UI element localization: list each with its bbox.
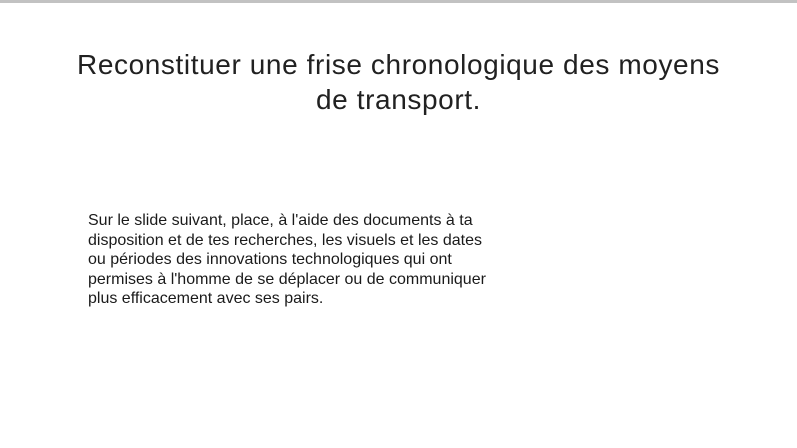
- slide-body-line-3: ou périodes des innovations technologiques qui ont: [88, 251, 452, 268]
- slide-body-line-1: Sur le slide suivant, place, à l'aide des documents à ta: [88, 212, 473, 229]
- slide-title-line-1: Reconstituer une frise chronologique des moyens: [77, 49, 720, 80]
- slide-body-line-2: disposition et de tes recherches, les visuels et les dates: [88, 231, 482, 249]
- slide-body-line-4: permises à l'homme de se déplacer ou de communiquer: [88, 270, 486, 288]
- slide-body-textbox[interactable]: [88, 211, 498, 309]
- slide-title-textbox[interactable]: [0, 47, 797, 117]
- slide-title-line-2: de transport.: [316, 84, 481, 115]
- slide-body-line-5: plus efficacement avec ses pairs.: [88, 290, 324, 307]
- top-edge-divider: [0, 0, 797, 3]
